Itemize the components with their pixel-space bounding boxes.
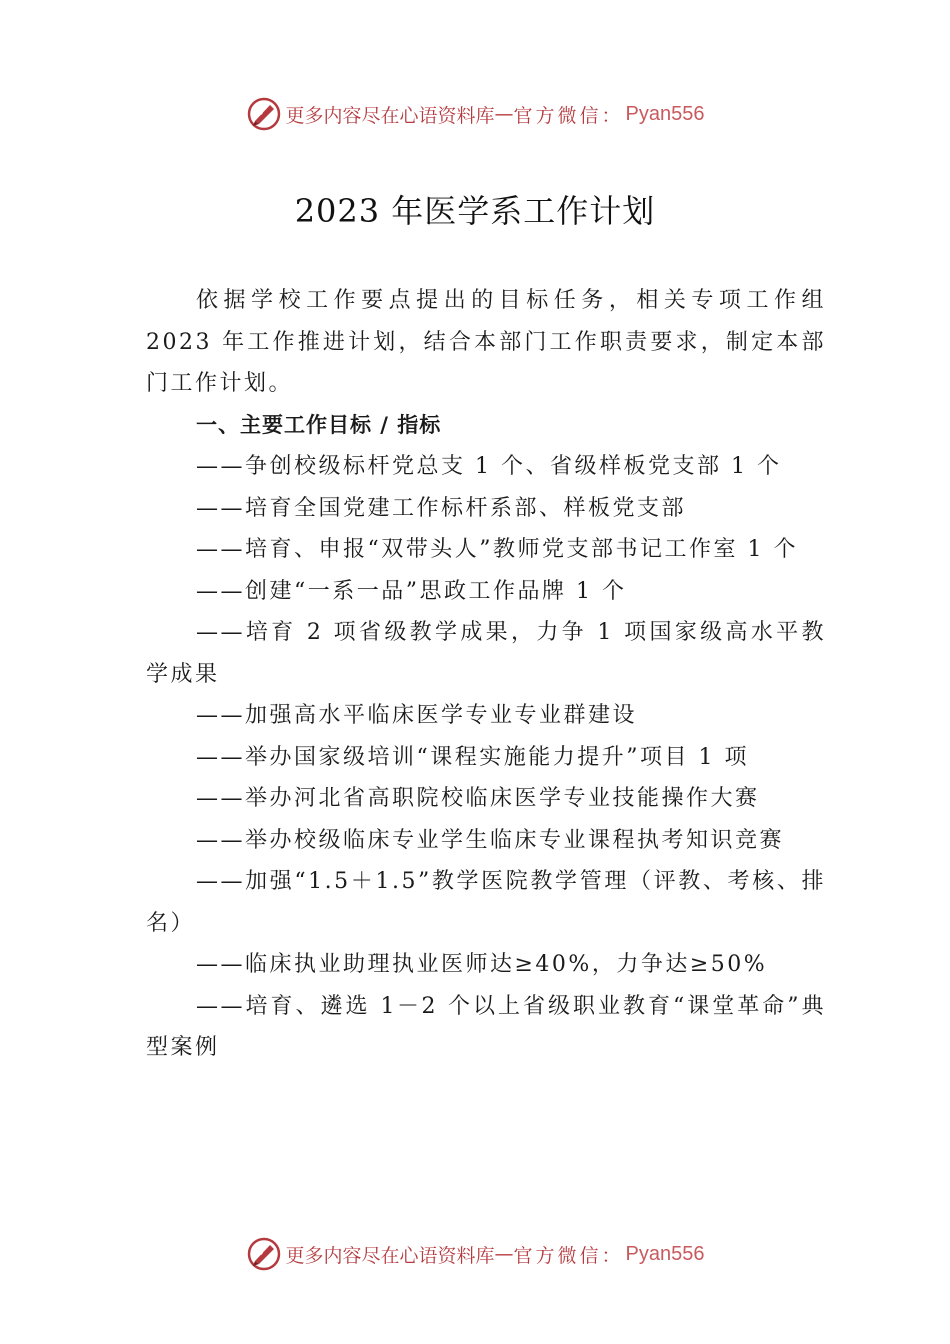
pen-logo-icon	[246, 1236, 282, 1272]
header-watermark	[0, 94, 950, 134]
footer-watermark	[0, 1234, 950, 1274]
pen-logo-icon	[246, 96, 282, 132]
watermark-wechat-id: Pyan556	[625, 1242, 705, 1265]
list-item: ——创建“一系一品”思政工作品牌 1 个	[196, 578, 627, 604]
page-title: 2023 年医学系工作计划	[294, 192, 656, 230]
list-item: ——举办国家级培训“课程实施能力提升”项目 1 项	[196, 744, 749, 770]
list-item: ——培育、申报“双带头人”教师党支部书记工作室 1 个	[196, 537, 798, 562]
list-item: ——临床执业助理执业医师达≥40%，力争达≥50%	[196, 952, 768, 977]
list-item: ——培育、遴选 1－2 个以上省级职业教育“课堂革命”典型案例	[146, 993, 826, 1060]
list-item: ——举办河北省高职院校临床医学专业技能操作大赛	[196, 786, 760, 811]
list-item: ——争创校级标杆党总支 1 个、省级样板党支部 1 个	[196, 454, 782, 479]
watermark-label: 官方微信：	[513, 104, 624, 127]
watermark-label: 官方微信：	[513, 1244, 624, 1267]
document-body	[146, 280, 826, 1069]
watermark-separator: —	[494, 1243, 514, 1265]
list-item: ——培育全国党建工作标杆系部、样板党支部	[196, 495, 687, 521]
watermark-separator: —	[494, 103, 514, 125]
watermark-brand: 更多内容尽在心语资料库	[285, 1244, 495, 1267]
list-item: ——加强“1.5＋1.5”教学医院教学管理（评教、考核、排名）	[146, 869, 826, 936]
list-item: ——加强高水平临床医学专业专业群建设	[196, 703, 638, 728]
watermark-brand: 更多内容尽在心语资料库	[285, 104, 495, 127]
list-item: ——举办校级临床专业学生临床专业课程执考知识竞赛	[196, 827, 785, 853]
list-item: ——培育 2 项省级教学成果，力争 1 项国家级高水平教学成果	[146, 620, 826, 687]
watermark-wechat-id: Pyan556	[625, 102, 705, 125]
section-heading: 一、主要工作目标 / 指标	[196, 412, 442, 437]
intro-paragraph: 依据学校工作要点提出的目标任务，相关专项工作组 2023 年工作推进计划，结合本部门工作职责要求，制定本部门工作计划。	[146, 288, 826, 396]
